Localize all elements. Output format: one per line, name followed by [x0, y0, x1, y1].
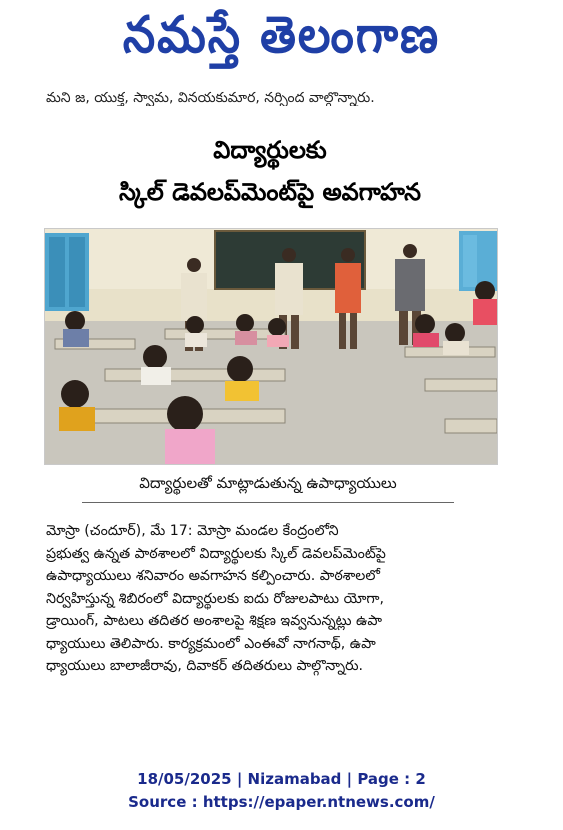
body-line: ధ్యాయులు బాలాజీరావు, దివాకర్ తదితరులు పాల్గొన్నారు.	[46, 658, 363, 674]
body-line: ధ్యాయులు తెలిపారు. కార్యక్రమంలో ఎంఈవో నాగనాథ్, ఉపా	[46, 635, 376, 652]
body-line: ప్రభుత్వ ఉన్నత పాఠశాలలో విద్యార్థులకు స్కిల్ డెవలప్‌మెంట్‌పై	[46, 545, 386, 562]
previous-article-cut-line: మని జ, యుక్త, స్వామ, వినయకుమార, నర్సింద వాల్గొన్నారు.	[46, 90, 375, 106]
body-line: ఉపాధ్యాయులు శనివారం అవగాహన కల్పించారు. పాఠశాలలో	[46, 568, 380, 584]
masthead-logo	[0, 0, 563, 82]
footer-source-link[interactable]: Source : https://epaper.ntnews.com/	[128, 793, 435, 811]
body-line: నిర్వహిస్తున్న శిబిరంలో విద్యార్థులకు ఐదు రోజులపాటు యోగా,	[46, 590, 384, 607]
body-line: డ్రాయింగ్, పాటలు తదితర అంశాలపై శిక్షణ ఇవ్వనున్నట్లు ఉపా	[46, 613, 382, 629]
article-clipping	[40, 88, 500, 748]
footer-edition-info: 18/05/2025 | Nizamabad | Page : 2	[137, 770, 426, 788]
headline-line-2: స్కిల్ డెవలప్‌మెంట్‌పై అవగాహన	[118, 178, 422, 206]
article-photo	[44, 228, 498, 465]
classroom-photo-illustration	[45, 229, 497, 464]
masthead-title: నమస్తే తెలంగాణ	[122, 4, 441, 65]
article-body	[46, 520, 494, 678]
photo-caption: విద్యార్థులతో మాట్లాడుతున్న ఉపాధ్యాయులు	[82, 468, 454, 503]
body-line: మోస్రా (చందూర్), మే 17: మోస్రా మండల కేంద్రంలోని	[46, 523, 339, 539]
headline-line-1: విద్యార్థులకు	[213, 136, 327, 164]
